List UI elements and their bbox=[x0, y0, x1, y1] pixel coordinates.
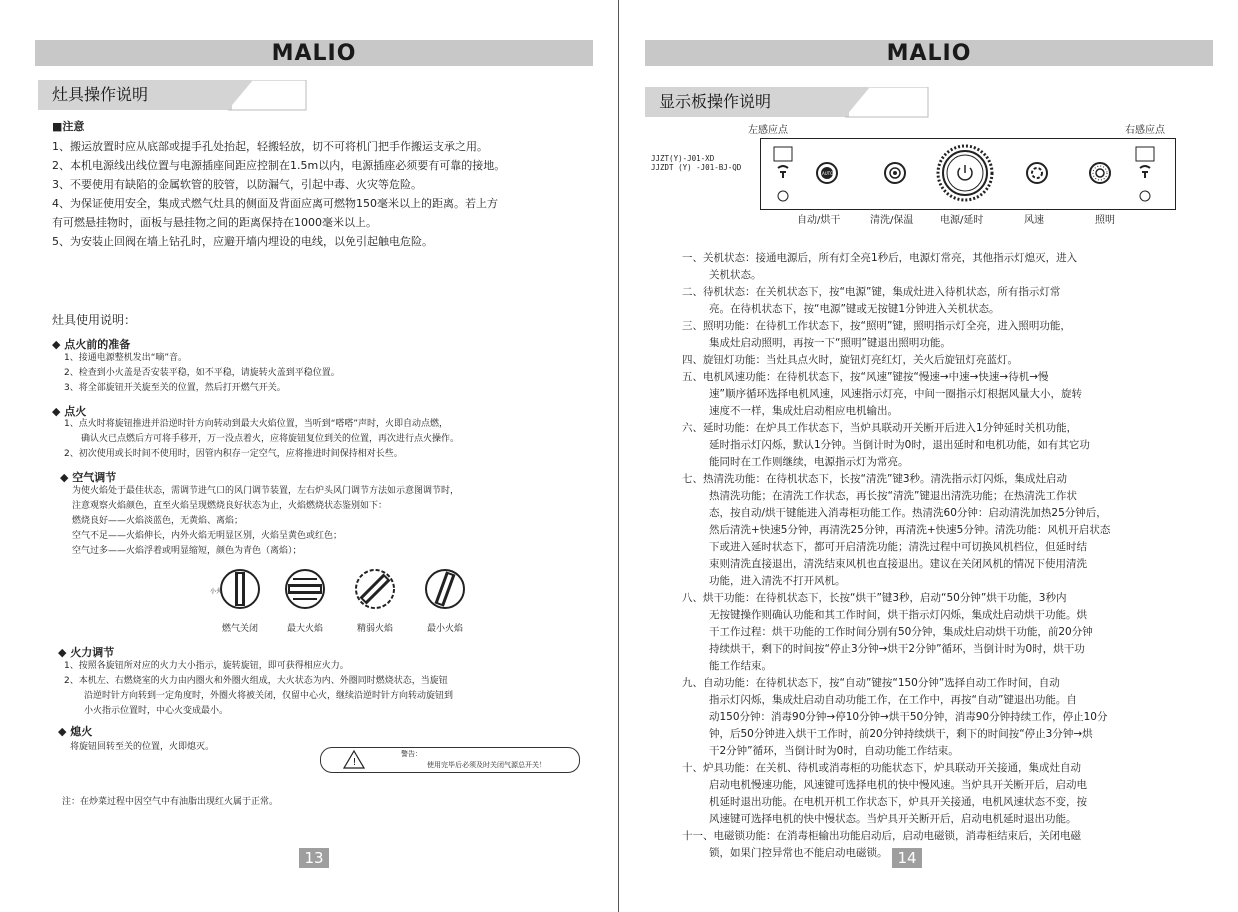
function-item bbox=[682, 828, 1182, 862]
prep-list bbox=[64, 351, 594, 396]
ignite-line: 确认火已点燃后方可将手移开，万一没点着火，应将旋钮复位到关的位置，再次进行点火操作。 bbox=[81, 434, 460, 444]
function-line: 速”顺序循环选择电机风速，风速指示灯亮，中间一圈指示灯根据风量大小，旋转 bbox=[709, 388, 1082, 400]
prep-line: 1、接通电源整机发出“嘀”音。 bbox=[64, 353, 188, 363]
ignite-list bbox=[64, 417, 604, 462]
footnote: 注：在炒菜过程中因空气中有油脂出现红火属于正常。 bbox=[62, 797, 279, 807]
function-line: 七、热清洗功能：在待机状态下，长按“清洗”键3秒。清洗指示灯闪烁，集成灶启动 bbox=[682, 473, 1068, 485]
function-line: 四、旋钮灯功能：当灶具点火时，旋钮灯亮红灯，关火后旋钮灯亮蓝灯。 bbox=[682, 354, 1018, 366]
function-line: 五、电机风速功能：在待机状态下，按“风速”键按“慢速→中速→快速→待机→慢 bbox=[682, 371, 1049, 383]
knob-max-icon bbox=[286, 570, 324, 608]
ignite-line: 1、点火时将旋钮推进并沿逆时针方向转动到最大火焰位置，当听到“嗒嗒”声时，火即自动点燃， bbox=[64, 419, 449, 429]
function-line: 十一、电磁锁功能：在消毒柜输出功能启动后，启动电磁锁，消毒柜结束后，关闭电磁 bbox=[682, 830, 1081, 842]
function-line: 关机状态。 bbox=[709, 269, 762, 281]
function-item bbox=[682, 284, 1182, 318]
function-line: 干工作过程：烘干功能的工作时间分别有50分钟，集成灶启动烘干功能，前20分钟 bbox=[709, 626, 1093, 638]
function-line: 干2分钟”循环，当倒计时为0时，自动功能工作结束。 bbox=[709, 745, 959, 757]
off-line: 将旋钮回转至关的位置，火即熄灭。 bbox=[70, 742, 215, 752]
function-list bbox=[682, 250, 1182, 862]
panel-label: 电源/延时 bbox=[940, 215, 984, 226]
model-number: JJZDT (Y) -J01-BJ-QD bbox=[651, 163, 742, 172]
model-numbers bbox=[651, 154, 741, 172]
panel-label: 风速 bbox=[1024, 215, 1044, 226]
brand-logo: MALIO bbox=[271, 40, 357, 66]
page-divider bbox=[618, 0, 619, 912]
notice-line: 4、为保证使用安全，集成式燃气灶具的侧面及背面应离可燃物150毫米以上的距离。若上方 bbox=[52, 197, 498, 210]
function-line: 钟，后50分钟进入烘干工作时，前20分钟持续烘干，剩下的时间按“停止3分钟→烘 bbox=[709, 728, 1093, 740]
notice-list bbox=[52, 137, 602, 251]
function-line: 集成灶启动照明，再按一下“照明”键退出照明功能。 bbox=[709, 337, 951, 349]
function-line: 锁，如果门控异常也不能启动电磁锁。 bbox=[709, 847, 888, 859]
knob-diagrams bbox=[210, 563, 480, 619]
function-line: 能工作结束。 bbox=[709, 660, 772, 672]
function-line: 一、关机状态：接通电源后，所有灯全亮1秒后，电源灯常亮，其他指示灯熄灭，进入 bbox=[682, 252, 1078, 264]
function-line: 然后清洗+快速5分钟，再清洗25分钟，再清洗+快速5分钟。清洗功能：风机开启状态 bbox=[709, 524, 1111, 536]
brand-bar bbox=[35, 40, 593, 66]
power-line: 2、本机左、右燃烧室的火力由内圈火和外圈火组成，大火状态为内、外圈同时燃烧状态，当旋钮 bbox=[64, 676, 448, 686]
function-item bbox=[682, 471, 1182, 590]
power-line: 1、按照各旋钮所对应的火力大小指示，旋转旋钮，即可获得相应火力。 bbox=[64, 661, 349, 671]
model-number: JJZT(Y)-J01-XD bbox=[651, 154, 715, 163]
warning-title: 警告： bbox=[401, 750, 422, 758]
function-line: 态，按自动/烘干键能进入消毒柜功能工作。热清洗60分钟：启动清洗加热25分钟后， bbox=[709, 507, 1107, 519]
function-line: 持续烘干，剩下的时间按“停止3分钟→烘干2分钟”循环，当倒计时为0时，烘干功 bbox=[709, 643, 1085, 655]
air-line: 空气过多——火焰浮着或明显缩短，颜色为青色（离焰）； bbox=[72, 546, 302, 556]
brand-bar bbox=[645, 40, 1213, 66]
warning-triangle-icon bbox=[343, 750, 365, 769]
power-line: 沿逆时针方向转到一定角度时，外圈火将被关闭，仅留中心火，继续沿逆时针方向转动旋钮到 bbox=[84, 691, 454, 701]
warning-box bbox=[320, 747, 580, 773]
notice-line: 有可燃悬挂物时，面板与悬挂物之间的距离保持在1000毫米以上。 bbox=[52, 216, 377, 229]
function-line: 动150分钟：消毒90分钟→停10分钟→烘干50分钟，消毒90分钟持续工作，停止10分 bbox=[709, 711, 1108, 723]
air-list bbox=[72, 484, 602, 559]
brand-logo: MALIO bbox=[886, 40, 972, 66]
prep-heading: ◆ 点火前的准备 bbox=[52, 338, 131, 351]
function-item bbox=[682, 318, 1182, 352]
function-line: 无按键操作则确认功能和其工作时间，烘干指示灯闪烁，集成灶启动烘干功能。烘 bbox=[709, 609, 1087, 621]
function-line: 指示灯闪烁，集成灶启动自动功能工作，在工作中，再按“自动”键退出功能。自 bbox=[709, 694, 1077, 706]
page-number: 14 bbox=[892, 848, 922, 868]
function-line: 下或进入延时状态下，都可开启清洗功能；清洗过程中可切换风机档位，但延时结 bbox=[709, 541, 1087, 553]
air-line: 燃烧良好——火焰淡蓝色，无黄焰、离焰； bbox=[72, 516, 244, 526]
sensor-left-label: 左感应点 bbox=[748, 125, 788, 136]
function-item bbox=[682, 369, 1182, 420]
warning-text: 使用完毕后必须及时关闭气源总开关！ bbox=[427, 761, 546, 769]
panel-label: 自动/烘干 bbox=[797, 215, 841, 226]
function-item bbox=[682, 590, 1182, 675]
svg-text:小火: 小火 bbox=[210, 588, 223, 595]
function-line: 延时指示灯闪烁，默认1分钟。当倒计时为0时，退出延时和电机功能，如有其它功 bbox=[709, 439, 1090, 451]
air-line: 为使火焰处于最佳状态，需调节进气口的风门调节装置，左右炉头风门调节方法如示意图调节时， bbox=[72, 486, 460, 496]
power-list bbox=[64, 659, 604, 719]
notice-line: 1、搬运放置时应从底部或提手孔处抬起，轻搬轻放，切不可将机门把手作搬运支承之用。 bbox=[52, 140, 488, 153]
display-panel bbox=[760, 138, 1176, 210]
usage-heading: 灶具使用说明： bbox=[52, 313, 137, 327]
function-item bbox=[682, 675, 1182, 760]
air-line: 空气不足——火焰伸长，内外火焰无明显区别，火焰呈黄色或红色； bbox=[72, 531, 343, 541]
ignite-line: 2、初次使用或长时间不使用时，因管内积存一定空气，应将推进时间保持相对长些。 bbox=[64, 449, 403, 459]
panel-label: 照明 bbox=[1095, 215, 1115, 226]
knob-label: 最大火焰 bbox=[286, 624, 323, 634]
knob-mid-icon bbox=[356, 570, 394, 608]
notice-heading: ■注意 bbox=[52, 120, 85, 133]
knob-label: 燃气关闭 bbox=[221, 624, 258, 634]
function-line: 风速键可选择电机的快中慢状态。当炉具开关断开后，启动电机延时退出功能。 bbox=[709, 813, 1077, 825]
function-line: 九、自动功能：在待机状态下，按“自动”键按“150分钟”选择自动工作时间，自动 bbox=[682, 677, 1060, 689]
section-title: 灶具操作说明 bbox=[38, 80, 232, 110]
function-item bbox=[682, 420, 1182, 471]
knob-label: 最小火焰 bbox=[426, 624, 463, 634]
function-line: 十、炉具功能：在关机、待机或消毒柜的功能状态下，炉具联动开关接通，集成灶自动 bbox=[682, 762, 1081, 774]
air-heading: ◆ 空气调节 bbox=[60, 471, 117, 484]
function-line: 机延时退出功能。在电机开机工作状态下，炉具开关接通，电机风速状态不变，按 bbox=[709, 796, 1087, 808]
notice-line: 2、本机电源线出线位置与电源插座间距应控制在1.5m以内，电源插座必须要有可靠的接地。 bbox=[52, 159, 506, 172]
function-line: 热清洗功能；在清洗工作状态，再长按“清洗”键退出清洗功能；在热清洗工作状 bbox=[709, 490, 1077, 502]
sensor-right-label: 右感应点 bbox=[1125, 125, 1165, 136]
function-line: 六、延时功能：在炉具工作状态下，当炉具联动开关断开后进入1分钟延时关机功能， bbox=[682, 422, 1078, 434]
function-line: 束则清洗直接退出，清洗结束风机也直接退出。建议在关闭风机的情况下使用清洗 bbox=[709, 558, 1087, 570]
title-tab-shape bbox=[835, 87, 930, 118]
power-heading: ◆ 火力调节 bbox=[58, 646, 115, 659]
function-line: 能同时在工作则继续，电源指示灯为常亮。 bbox=[709, 456, 909, 468]
function-line: 速度不一样，集成灶启动相应电机输出。 bbox=[709, 405, 898, 417]
ignite-heading: ◆ 点火 bbox=[52, 405, 87, 418]
knob-off-icon bbox=[210, 570, 259, 608]
function-item bbox=[682, 352, 1182, 369]
page-number: 13 bbox=[299, 848, 329, 868]
knob-label: 精弱火焰 bbox=[356, 624, 393, 634]
function-item bbox=[682, 760, 1182, 828]
prep-line: 2、检查到小火盖是否安装平稳，如不平稳，请旋转火盖到平稳位置。 bbox=[64, 368, 340, 378]
function-line: 亮。在待机状态下，按“电源”键或无按键1分钟进入关机状态。 bbox=[709, 303, 1000, 315]
function-line: 功能，进入清洗不打开风机。 bbox=[709, 575, 846, 587]
notice-line: 5、为安装止回阀在墙上钻孔时，应避开墙内埋设的电线，以免引起触电危险。 bbox=[52, 235, 433, 248]
svg-text:!: ! bbox=[352, 757, 357, 768]
knob-min-icon bbox=[426, 570, 464, 608]
function-line: 三、照明功能：在待机工作状态下，按“照明”键，照明指示灯全亮，进入照明功能， bbox=[682, 320, 1071, 332]
title-tab-shape bbox=[218, 80, 308, 111]
function-line: 启动电机慢速功能，风速键可选择电机的快中慢风速。当炉具开关断开后，启动电 bbox=[709, 779, 1087, 791]
notice-line: 3、不要使用有缺陷的金属软管的胶管，以防漏气，引起中毒、火灾等危险。 bbox=[52, 178, 422, 191]
function-line: 八、烘干功能：在待机状态下，长按“烘干”键3秒，启动“50分钟”烘干功能，3秒内 bbox=[682, 592, 1067, 604]
function-item bbox=[682, 250, 1182, 284]
panel-label: 清洗/保温 bbox=[870, 215, 914, 226]
auto-text: AUTO bbox=[822, 171, 834, 176]
off-heading: ◆ 熄火 bbox=[58, 725, 93, 738]
left-page bbox=[0, 0, 618, 912]
function-line: 二、待机状态：在关机状态下，按“电源”键，集成灶进入待机状态，所有指示灯常 bbox=[682, 286, 1061, 298]
power-line: 小火指示位置时，中心火变成最小。 bbox=[84, 706, 229, 716]
air-line: 注意观察火焰颜色，直至火焰呈现燃烧良好状态为止，火焰燃烧状态鉴别如下： bbox=[72, 501, 388, 511]
section-title: 显示板操作说明 bbox=[645, 87, 849, 117]
prep-line: 3、将全部旋钮开关旋至关的位置，然后打开燃气开关。 bbox=[64, 383, 286, 393]
